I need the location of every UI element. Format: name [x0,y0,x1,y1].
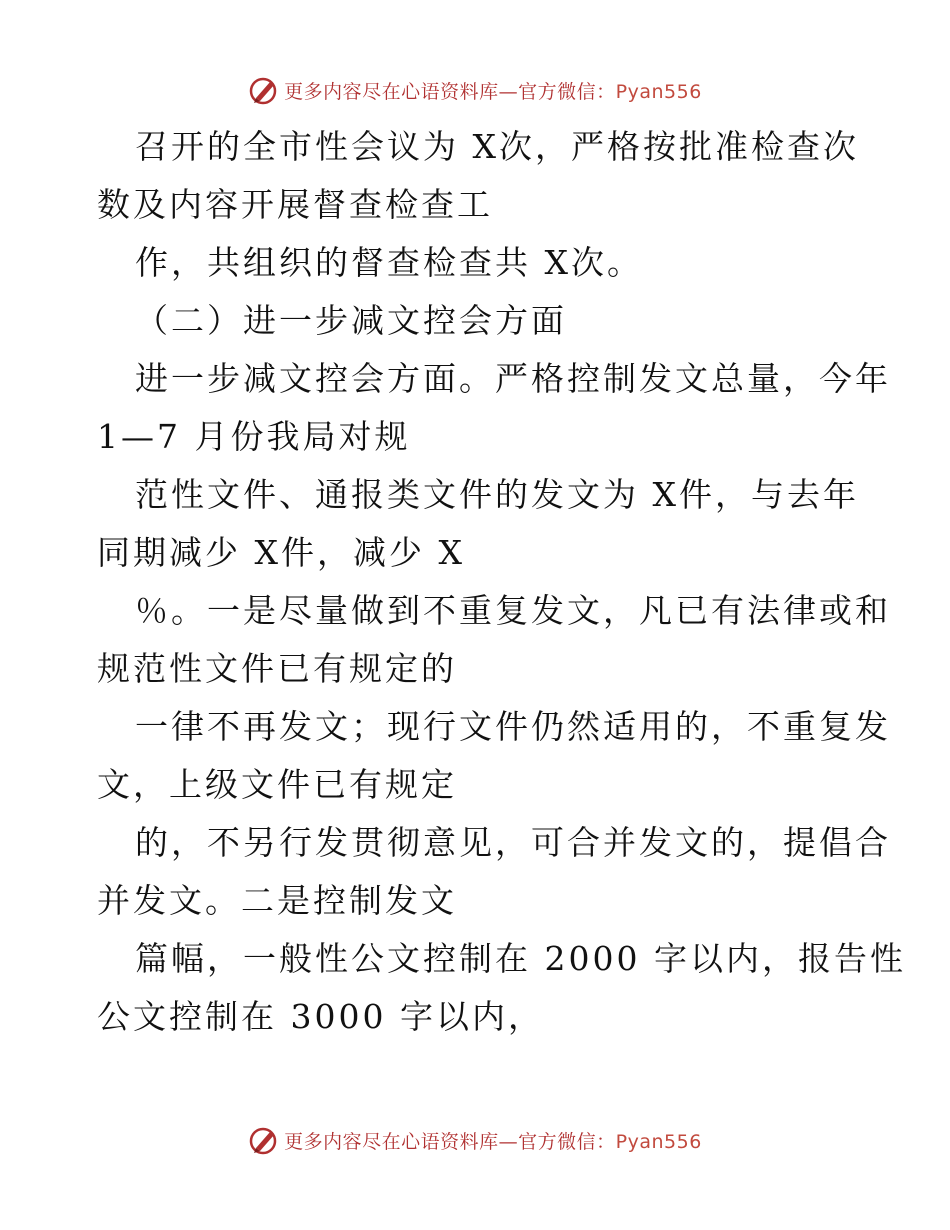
body-line: 召开的全市性会议为 X次，严格按批准检查次 [135,127,859,166]
banner-wechat-id: Pyan556 [615,80,702,103]
banner-wechat-id: Pyan556 [615,1130,702,1153]
body-line: 数及内容开展督查检查工 [97,185,493,224]
body-line: 文，上级文件已有规定 [97,765,457,804]
footer-watermark-banner [0,1120,950,1160]
body-line: 1—7 月份我局对规 [97,417,411,456]
body-line: 一律不再发文；现行文件仍然适用的，不重复发 [135,707,891,746]
pen-logo-icon [248,1124,280,1156]
body-line: 规范性文件已有规定的 [97,649,457,688]
body-line: 公文控制在 3000 字以内， [97,997,544,1036]
section-heading: （二）进一步减文控会方面 [135,301,567,340]
header-watermark-banner [0,70,950,110]
body-line: 进一步减文控会方面。严格控制发文总量，今年 [135,359,891,398]
banner-text [284,77,702,104]
body-line: 篇幅，一般性公文控制在 2000 字以内，报告性 [135,939,906,978]
body-line: 并发文。二是控制发文 [97,881,457,920]
document-body [97,118,906,1046]
body-line: ％。一是尽量做到不重复发文，凡已有法律或和 [135,591,891,630]
body-line: 的，不另行发贯彻意见，可合并发文的，提倡合 [135,823,891,862]
body-line: 范性文件、通报类文件的发文为 X件，与去年 [135,475,859,514]
banner-main-text: 更多内容尽在心语资料库—官方微信： [284,80,616,103]
body-line: 同期减少 X件，减少 X [97,533,465,572]
banner-main-text: 更多内容尽在心语资料库—官方微信： [284,1130,616,1153]
pen-logo-icon [248,74,280,106]
body-line: 作，共组织的督查检查共 X次。 [135,243,643,282]
banner-text [284,1127,702,1154]
